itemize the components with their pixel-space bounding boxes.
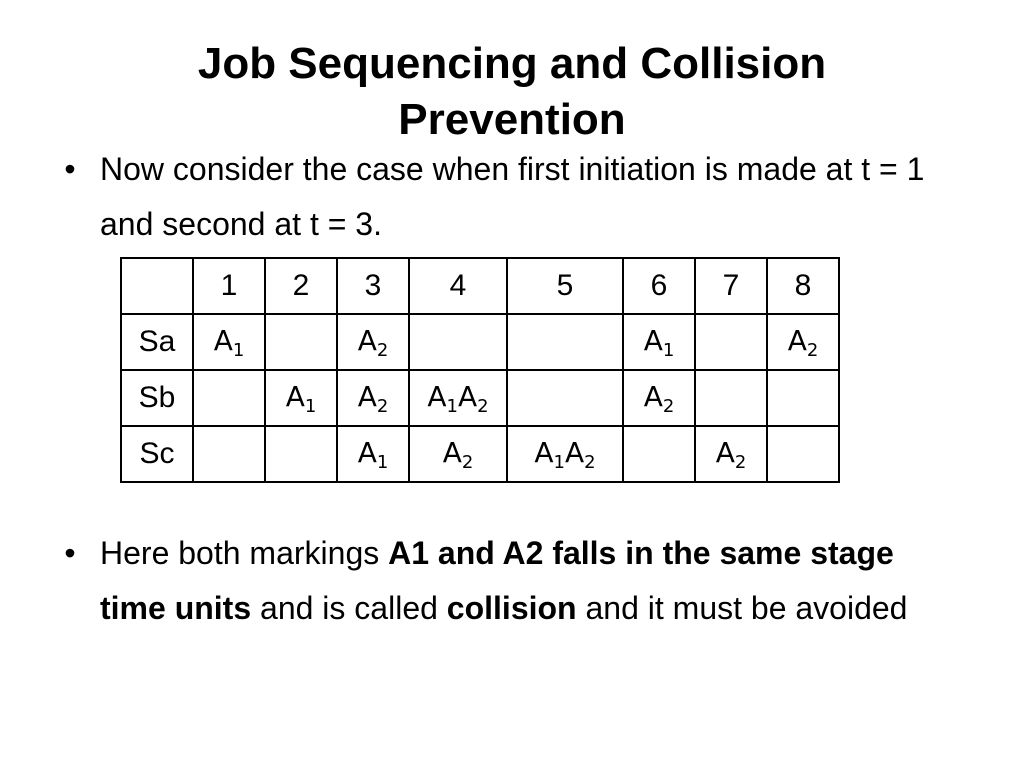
marking-letter: A	[427, 379, 447, 413]
marking-letter: A	[213, 323, 233, 357]
stage-label-cell: Sc	[121, 426, 193, 482]
table-cell	[409, 314, 507, 370]
table-cell	[193, 370, 265, 426]
table-cell	[337, 314, 409, 370]
cell-marking	[643, 323, 675, 361]
table-cell	[265, 426, 337, 482]
stage-label-cell: Sb	[121, 370, 193, 426]
marking-letter: A	[442, 435, 462, 469]
stage-label-cell: Sa	[121, 314, 193, 370]
bullet-symbol: •	[64, 151, 76, 187]
cell-marking	[787, 323, 819, 361]
cell-marking	[458, 379, 489, 417]
table-cell	[337, 370, 409, 426]
table-cell	[193, 314, 265, 370]
marking-subscript: 1	[232, 339, 245, 361]
marking-letter: A	[787, 323, 807, 357]
cell-marking	[643, 379, 675, 417]
time-header-cell: 4	[409, 258, 507, 314]
table-cell	[767, 314, 839, 370]
cell-marking	[442, 435, 474, 473]
table-cell	[265, 314, 337, 370]
time-header-cell: 2	[265, 258, 337, 314]
bullet-symbol: •	[64, 535, 76, 571]
bullet-2-part-1: Here both markings	[100, 535, 389, 571]
cell-marking	[534, 435, 565, 473]
marking-letter: A	[643, 379, 663, 413]
marking-letter: A	[285, 379, 305, 413]
bullet-2-part-5: and it must be avoided	[576, 590, 908, 626]
cell-marking	[357, 379, 389, 417]
bullet-2-part-3: and is called	[251, 590, 447, 626]
time-header-cell: 3	[337, 258, 409, 314]
marking-subscript: 2	[376, 395, 389, 417]
reservation-table	[120, 257, 840, 483]
marking-subscript: 2	[477, 395, 489, 417]
time-header-cell: 5	[507, 258, 623, 314]
marking-letter: A	[715, 435, 735, 469]
table-cell	[623, 314, 695, 370]
time-header-cell: 8	[767, 258, 839, 314]
table-cell	[767, 426, 839, 482]
marking-subscript: 1	[304, 395, 317, 417]
table-cell	[409, 370, 507, 426]
cell-marking	[565, 435, 596, 473]
marking-subscript: 1	[662, 339, 675, 361]
marking-letter: A	[357, 323, 377, 357]
marking-letter: A	[534, 435, 554, 469]
table-cell	[767, 370, 839, 426]
table-cell	[337, 426, 409, 482]
bullet-1-text: Now consider the case when first initiation is made at t = 1 and second at t = 3.	[100, 151, 925, 242]
bullet-2-text	[100, 526, 940, 636]
title-line-2: Prevention	[398, 95, 626, 144]
bullet-2-emphasis-2: collision	[446, 590, 577, 626]
marking-letter: A	[357, 379, 377, 413]
table-row	[121, 426, 839, 482]
time-header-cell: 6	[623, 258, 695, 314]
marking-subscript: 2	[806, 339, 819, 361]
table-header-row	[121, 258, 839, 314]
table-cell	[193, 426, 265, 482]
marking-subscript: 2	[584, 451, 596, 473]
table-cell	[695, 314, 767, 370]
table-cell	[695, 370, 767, 426]
cell-marking	[427, 379, 458, 417]
cell-marking	[357, 323, 389, 361]
slide-title	[0, 36, 1024, 148]
cell-marking	[213, 323, 245, 361]
marking-subscript: 2	[734, 451, 747, 473]
cell-marking	[715, 435, 747, 473]
table-cell	[409, 426, 507, 482]
marking-subscript: 1	[446, 395, 458, 417]
table-cell	[507, 426, 623, 482]
table-cell	[623, 370, 695, 426]
marking-subscript: 2	[461, 451, 474, 473]
bullet-item-1	[60, 142, 940, 252]
table-cell	[695, 426, 767, 482]
marking-subscript: 2	[662, 395, 675, 417]
table-row	[121, 314, 839, 370]
marking-letter: A	[643, 323, 663, 357]
table-cell	[507, 314, 623, 370]
marking-letter: A	[357, 435, 377, 469]
marking-letter: A	[458, 379, 478, 413]
cell-marking	[357, 435, 389, 473]
table-corner-cell	[121, 258, 193, 314]
time-header-cell: 7	[695, 258, 767, 314]
table-row	[121, 370, 839, 426]
cell-marking	[285, 379, 317, 417]
bullet-item-2	[60, 526, 940, 636]
marking-subscript: 1	[553, 451, 565, 473]
table-cell	[623, 426, 695, 482]
marking-subscript: 1	[376, 451, 389, 473]
table-cell	[507, 370, 623, 426]
bullet-2-emphasis-1: A1 and A2 falls in the same stage time units	[100, 535, 894, 626]
marking-subscript: 2	[376, 339, 389, 361]
title-line-1: Job Sequencing and Collision	[197, 39, 827, 88]
table-cell	[265, 370, 337, 426]
time-header-cell: 1	[193, 258, 265, 314]
marking-letter: A	[565, 435, 585, 469]
